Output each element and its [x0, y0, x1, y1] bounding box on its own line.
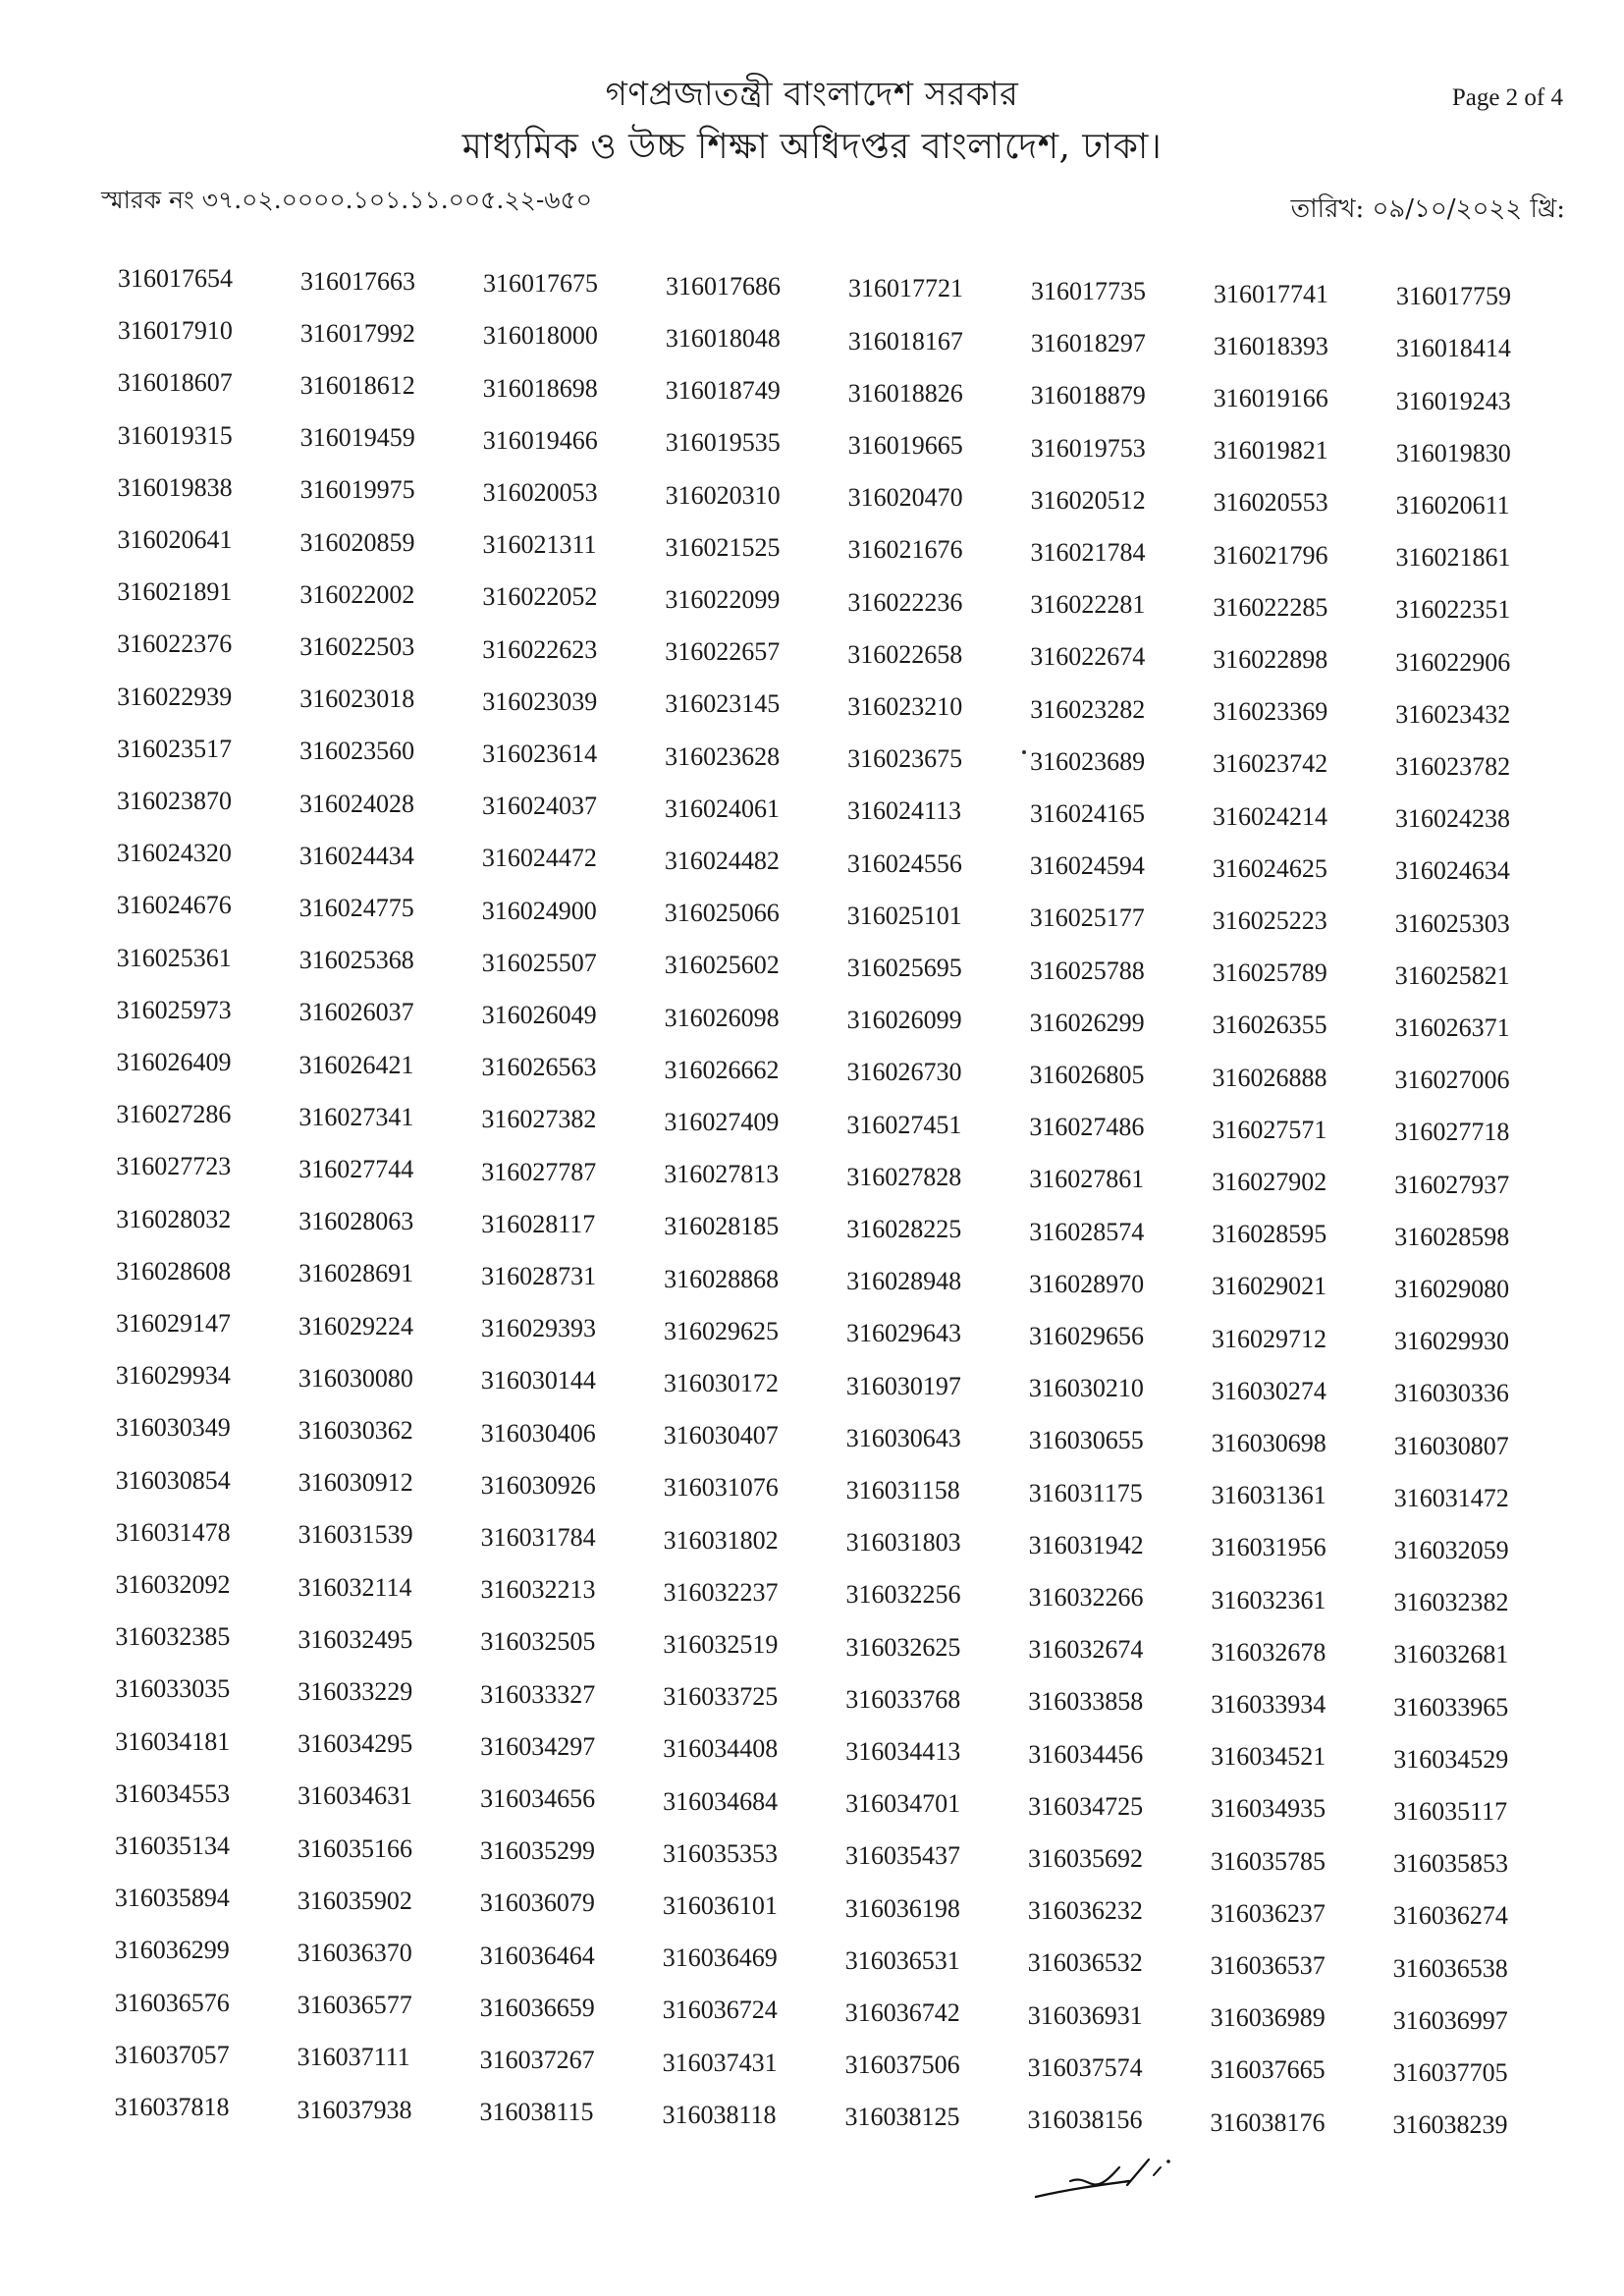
roll-number-cell: 316027902 [1212, 1168, 1327, 1196]
roll-number-cell: 316018048 [665, 324, 781, 353]
roll-number-cell: 316022898 [1213, 645, 1328, 674]
roll-number-cell: 316026805 [1029, 1061, 1145, 1089]
roll-number-cell: 316036537 [1210, 1951, 1326, 1980]
roll-number-cell: 316032519 [663, 1630, 779, 1659]
roll-number-cell: 316022281 [1030, 590, 1146, 620]
roll-number-cell: 316023742 [1213, 749, 1328, 779]
page-number: Page 2 of 4 [1451, 84, 1563, 111]
roll-number-cell: 316037057 [114, 2040, 230, 2069]
roll-number-cell: 316028970 [1029, 1269, 1145, 1298]
roll-number-cell: 316024434 [298, 841, 414, 870]
roll-number-cell: 316028608 [116, 1256, 232, 1285]
roll-number-cell: 316032059 [1393, 1536, 1509, 1564]
roll-number-cell: 316023628 [665, 741, 781, 771]
roll-number-cell: 316027828 [846, 1162, 962, 1191]
roll-number-cell: 316025789 [1212, 958, 1327, 988]
stray-ink-mark [1022, 750, 1026, 754]
roll-number-cell: 316034295 [298, 1729, 413, 1759]
roll-number-cell: 316037267 [479, 2046, 595, 2074]
roll-number-cell: 316024238 [1395, 804, 1510, 834]
roll-number-cell: 316034656 [480, 1784, 596, 1813]
roll-number-cell: 316028948 [846, 1267, 962, 1296]
roll-number-cell: 316029656 [1029, 1322, 1144, 1350]
roll-number-cell: 316021525 [665, 532, 781, 562]
roll-number-cell: 316031784 [480, 1523, 596, 1552]
roll-number-cell: 316023039 [482, 686, 598, 716]
roll-number-cell: 316026037 [298, 998, 414, 1027]
roll-number-cell: 316031956 [1211, 1533, 1326, 1562]
roll-number-cell: 316033725 [663, 1682, 779, 1712]
roll-number-cell: 316022236 [847, 587, 963, 617]
roll-number-cell: 316031803 [845, 1528, 961, 1558]
roll-number-cell: 316026098 [664, 1003, 780, 1032]
roll-number-cell: 316021784 [1030, 538, 1146, 567]
roll-number-cell: 316034181 [115, 1726, 231, 1756]
roll-number-cell: 316030643 [845, 1423, 961, 1452]
roll-number-cell: 316027723 [116, 1152, 232, 1181]
roll-number-cell: 316018414 [1395, 334, 1511, 363]
roll-number-cell: 316027813 [664, 1160, 780, 1189]
roll-number-cell: 316023018 [299, 684, 415, 714]
roll-number-cell: 316031472 [1393, 1483, 1509, 1512]
roll-number-cell: 316037665 [1210, 2055, 1326, 2085]
roll-number-cell: 316024214 [1213, 801, 1327, 831]
roll-number-cell: 316026563 [481, 1053, 597, 1082]
roll-number-cell: 316032385 [115, 1622, 231, 1652]
roll-number-cell: 316032266 [1028, 1583, 1144, 1612]
roll-number-cell: 316021311 [482, 530, 597, 560]
roll-number-cell: 316029643 [846, 1319, 961, 1348]
roll-number-cell: 316020470 [847, 483, 963, 513]
roll-number-cell: 316035785 [1211, 1846, 1326, 1876]
roll-number-cell: 316022002 [299, 579, 415, 609]
roll-number-cell: 316020611 [1395, 491, 1510, 519]
roll-number-cell: 316024472 [481, 844, 597, 873]
roll-number-cell: 316035902 [297, 1886, 412, 1915]
roll-number-cell: 316038115 [479, 2098, 594, 2127]
roll-number-cell: 316029021 [1212, 1272, 1327, 1301]
roll-number-cell: 316035166 [298, 1833, 412, 1863]
roll-number-cell: 316026049 [481, 1001, 597, 1029]
roll-number-cell: 316031802 [663, 1525, 779, 1555]
roll-number-cell: 316033858 [1028, 1687, 1144, 1717]
roll-number-cell: 316030210 [1028, 1374, 1144, 1403]
roll-number-cell: 316019466 [482, 425, 598, 455]
roll-number-cell: 316030912 [298, 1468, 413, 1498]
roll-number-cell: 316030655 [1028, 1426, 1144, 1455]
roll-number-cell: 316037506 [844, 2050, 960, 2080]
roll-number-cell: 316027787 [481, 1157, 597, 1186]
roll-number-cell: 316036469 [662, 1943, 778, 1973]
roll-number-cell: 316026888 [1212, 1063, 1327, 1092]
roll-number-cell: 316023870 [117, 787, 232, 815]
roll-number-cell: 316025303 [1394, 908, 1510, 938]
roll-number-cell: 316032237 [663, 1577, 779, 1607]
roll-number-cell: 316036989 [1210, 2003, 1326, 2033]
roll-number-cell: 316024556 [846, 848, 962, 878]
roll-number-cell: 316025101 [846, 901, 962, 930]
roll-number-cell: 316027861 [1029, 1165, 1145, 1194]
roll-number-cell: 316021676 [847, 535, 963, 565]
roll-number-cell: 316018167 [847, 326, 963, 355]
roll-number-cell: 316037705 [1392, 2058, 1508, 2087]
roll-number-cell: 316035894 [114, 1884, 230, 1913]
roll-number-cell: 316022658 [847, 639, 963, 669]
roll-number-cell: 316030926 [480, 1470, 596, 1500]
roll-number-cell: 316019838 [117, 472, 233, 502]
roll-number-cell: 316024900 [481, 896, 597, 925]
roll-number-cell: 316023282 [1030, 694, 1146, 724]
roll-number-cell: 316027937 [1394, 1170, 1510, 1199]
roll-number-cell: 316022285 [1213, 592, 1328, 622]
roll-number-cell: 316025177 [1029, 903, 1145, 933]
roll-number-cell: 316024320 [116, 839, 232, 868]
roll-number-cell: 316036370 [297, 1939, 412, 1967]
roll-number-cell: 316035437 [845, 1841, 960, 1871]
roll-number-cell: 316025973 [116, 995, 232, 1024]
roll-number-cell: 316023432 [1395, 699, 1511, 729]
roll-number-cell: 316023517 [117, 734, 233, 763]
roll-number-cell: 316025602 [664, 951, 780, 980]
roll-number-cell: 316019315 [117, 420, 233, 450]
roll-number-cell: 316036742 [844, 1998, 960, 2027]
roll-number-cell: 316030362 [298, 1416, 413, 1445]
roll-number-cell: 316017675 [483, 269, 598, 299]
roll-number-cell: 316017721 [848, 274, 963, 303]
roll-number-cell: 316031076 [663, 1473, 779, 1503]
roll-number-cell: 316018297 [1030, 329, 1146, 358]
roll-number-cell: 316038239 [1392, 2110, 1508, 2140]
roll-number-cell: 316026299 [1029, 1008, 1145, 1037]
roll-number-cell: 316026730 [846, 1058, 962, 1087]
roll-number-cell: 316018607 [117, 368, 233, 398]
roll-number-cell: 316025368 [298, 946, 414, 975]
roll-number-cell: 316028868 [664, 1264, 780, 1293]
roll-number-cell: 316030406 [480, 1418, 596, 1448]
roll-number-cell: 316036997 [1392, 2005, 1508, 2035]
roll-number-cell: 316029224 [298, 1311, 413, 1340]
roll-number-cell: 316024113 [847, 796, 962, 826]
roll-number-cell: 316036538 [1392, 1953, 1508, 1983]
roll-number-cell: 316027718 [1394, 1118, 1510, 1147]
roll-number-cell: 316025361 [116, 943, 232, 972]
roll-number-cell: 316024037 [482, 792, 597, 821]
roll-number-cell: 316025507 [481, 948, 597, 977]
roll-number-cell: 316019975 [299, 475, 415, 505]
roll-number-cell: 316028731 [481, 1262, 597, 1290]
roll-number-cell: 316032361 [1211, 1585, 1326, 1614]
roll-number-cell: 316021796 [1213, 540, 1328, 570]
roll-number-cell: 316018826 [847, 378, 963, 408]
roll-number-cell: 316034529 [1393, 1744, 1509, 1774]
roll-number-cell: 316026099 [846, 1006, 962, 1035]
roll-number-cell: 316025821 [1394, 960, 1510, 990]
roll-number-cell: 316020641 [117, 525, 233, 554]
roll-number-cell: 316018749 [665, 376, 781, 406]
roll-number-cell: 316035134 [115, 1831, 230, 1860]
roll-number-cell: 316027451 [846, 1110, 962, 1139]
roll-number-cell: 316024634 [1394, 856, 1510, 886]
roll-number-cell: 316034684 [663, 1786, 779, 1816]
roll-number-cell: 316034553 [115, 1778, 231, 1808]
roll-number-cell: 316024061 [665, 793, 780, 823]
roll-number-cell: 316019830 [1395, 438, 1511, 467]
roll-number-cell: 316032256 [845, 1580, 961, 1610]
roll-number-cell: 316024028 [299, 789, 414, 818]
roll-number-cell: 316036299 [114, 1936, 230, 1965]
roll-number-cell: 316029080 [1394, 1275, 1510, 1303]
roll-number-cell: 316023782 [1395, 752, 1511, 781]
roll-number-cell: 316027286 [116, 1100, 232, 1129]
roll-number-cell: 316037111 [297, 2043, 410, 2072]
roll-number-cell: 316018000 [482, 321, 598, 351]
roll-number-cell: 316020859 [299, 527, 415, 557]
roll-number-cell: 316028691 [298, 1259, 414, 1288]
roll-number-cell: 316019753 [1030, 433, 1146, 463]
roll-number-cell: 316036532 [1027, 1948, 1143, 1978]
roll-number-cell: 316029147 [116, 1309, 231, 1338]
roll-number-cell: 316020553 [1213, 488, 1328, 518]
roll-number-cell: 316023689 [1030, 746, 1146, 776]
roll-number-cell: 316036079 [479, 1888, 595, 1918]
roll-number-cell: 316035353 [663, 1838, 778, 1868]
roll-number-cell: 316017735 [1031, 277, 1146, 305]
roll-number-cell: 316017741 [1214, 279, 1328, 308]
roll-number-cell: 316036659 [479, 1993, 595, 2022]
roll-number-cell: 316017663 [300, 266, 415, 296]
roll-number-cell: 316034413 [845, 1737, 961, 1766]
roll-number-cell: 316024676 [116, 891, 232, 920]
roll-number-cell: 316035853 [1393, 1849, 1508, 1879]
roll-number-cell: 316028574 [1029, 1217, 1145, 1246]
roll-number-cell: 316038125 [844, 2103, 960, 2132]
roll-number-cell: 316031478 [115, 1517, 231, 1547]
roll-number-cell: 316021891 [117, 577, 233, 607]
roll-number-cell: 316022674 [1030, 642, 1146, 672]
roll-number-cell: 316036198 [844, 1893, 960, 1923]
roll-number-cell: 316036931 [1027, 2000, 1143, 2030]
roll-number-cell: 316026409 [116, 1048, 232, 1076]
roll-number-cell: 316030854 [115, 1465, 231, 1495]
roll-number-cell: 316023210 [847, 692, 963, 721]
roll-number-cell: 316027744 [298, 1155, 414, 1183]
roll-number-cell: 316027486 [1029, 1113, 1145, 1142]
roll-number-cell: 316017992 [299, 318, 415, 348]
roll-number-cell: 316017910 [117, 316, 233, 346]
roll-number-cell: 316034521 [1211, 1742, 1326, 1772]
roll-number-cell: 316022052 [482, 582, 598, 612]
roll-number-cell: 316032092 [115, 1570, 231, 1599]
roll-number-cell: 316031175 [1028, 1478, 1143, 1507]
roll-number-cell: 316018393 [1213, 331, 1328, 360]
roll-number-cell: 316036576 [114, 1988, 230, 2017]
roll-number-cell: 316037574 [1027, 2052, 1143, 2082]
roll-number-cell: 316032114 [298, 1572, 412, 1602]
roll-number-cell: 316024625 [1212, 853, 1327, 883]
roll-number-cell: 316024775 [298, 894, 414, 922]
roll-number-cell: 316028185 [664, 1212, 780, 1241]
roll-number-cell: 316036464 [479, 1941, 595, 1970]
roll-number-cell: 316036274 [1392, 1901, 1508, 1931]
roll-number-cell: 316031361 [1211, 1481, 1326, 1510]
roll-number-cell: 316028032 [116, 1204, 232, 1233]
roll-number-cell: 316029712 [1212, 1324, 1326, 1353]
roll-number-cell: 316035299 [480, 1836, 595, 1866]
roll-number-cell: 316027571 [1212, 1115, 1327, 1144]
roll-number-cell: 316032213 [480, 1575, 596, 1605]
roll-number-cell: 316034701 [845, 1789, 961, 1819]
roll-number-cell: 316036724 [662, 1995, 778, 2025]
government-title: গণপ্রজাতন্ত্রী বাংলাদেশ সরকার [605, 75, 1019, 114]
roll-number-cell: 316032674 [1028, 1635, 1144, 1665]
directorate-title: মাধ্যমিক ও উচ্চ শিক্ষা অধিদপ্তর বাংলাদেশ, ঢাকা। [461, 127, 1163, 167]
roll-number-cell: 316022657 [665, 637, 781, 667]
roll-number-cell: 316022376 [117, 629, 233, 659]
roll-number-cell: 316030080 [298, 1363, 413, 1393]
roll-number-cell: 316038118 [662, 2100, 777, 2129]
roll-number-cell: 316033229 [298, 1677, 413, 1706]
roll-number-cell: 316030172 [663, 1369, 779, 1397]
roll-number-cell: 316020053 [482, 478, 598, 507]
memo-date: তারিখ: ০৯/১০/২০২২ খ্রি: [1290, 194, 1565, 224]
roll-number-cell: 316022503 [299, 632, 415, 661]
roll-number-cell: 316037818 [114, 2093, 230, 2121]
roll-number-cell: 316036101 [662, 1891, 778, 1920]
roll-number-cell: 316032625 [845, 1632, 961, 1662]
roll-number-cell: 316030807 [1393, 1431, 1509, 1460]
roll-number-cell: 316024594 [1029, 851, 1145, 881]
roll-number-cell: 316028225 [846, 1215, 962, 1243]
roll-number-cell: 316025788 [1029, 956, 1145, 985]
roll-number-cell: 316034456 [1028, 1739, 1144, 1769]
roll-number-cell: 316030336 [1393, 1379, 1509, 1408]
roll-number-cell: 316023369 [1213, 697, 1328, 727]
roll-number-cell: 316030144 [480, 1366, 596, 1395]
roll-number-cell: 316028598 [1394, 1222, 1510, 1251]
roll-number-cell: 316023560 [299, 737, 415, 766]
roll-number-cell: 316021861 [1395, 543, 1511, 573]
roll-number-cell: 316032678 [1211, 1637, 1326, 1667]
roll-number-cell: 316022623 [482, 634, 598, 664]
roll-number-cell: 316019665 [847, 431, 963, 460]
roll-number-cell: 316032382 [1393, 1588, 1509, 1617]
roll-number-cell: 316024482 [664, 847, 780, 875]
roll-number-cell: 316018879 [1030, 381, 1146, 410]
roll-number-cell: 316019166 [1213, 384, 1328, 412]
roll-number-cell: 316033035 [115, 1674, 231, 1704]
roll-number-cell: 316034935 [1211, 1794, 1326, 1824]
roll-number-cell: 316036577 [297, 1991, 412, 2020]
roll-number-cell: 316029393 [481, 1314, 596, 1343]
roll-number-cell: 316035117 [1393, 1797, 1508, 1826]
signature-mark [1031, 2146, 1227, 2214]
roll-number-cell: 316019535 [665, 428, 781, 458]
roll-number-cell: 316022906 [1395, 647, 1511, 677]
roll-number-cell: 316038156 [1027, 2105, 1143, 2134]
roll-number-cell: 316025223 [1212, 906, 1327, 935]
roll-number-cell: 316034408 [663, 1734, 779, 1764]
roll-number-cell: 316036531 [844, 1945, 960, 1975]
roll-number-cell: 316035692 [1028, 1844, 1143, 1873]
roll-number-cell: 316028063 [298, 1207, 414, 1236]
roll-number-cell: 316020512 [1030, 485, 1146, 515]
roll-number-cell: 316019821 [1213, 436, 1328, 465]
roll-number-cell: 316022351 [1395, 595, 1511, 625]
roll-number-cell: 316037431 [662, 2048, 778, 2077]
roll-number-cell: 316023675 [847, 744, 963, 774]
roll-number-cell: 316027341 [298, 1102, 414, 1131]
roll-number-cell: 316022939 [117, 682, 233, 711]
roll-number-cell: 316026421 [298, 1050, 414, 1079]
roll-number-cell: 316022099 [665, 585, 781, 614]
roll-number-cell: 316029625 [664, 1316, 779, 1345]
roll-number-cell: 316030197 [845, 1371, 961, 1400]
roll-number-cell: 316023145 [665, 689, 781, 719]
roll-number-cell: 316031539 [298, 1520, 413, 1550]
roll-number-cell: 316033934 [1211, 1690, 1326, 1719]
roll-number-cell: 316028595 [1212, 1220, 1327, 1249]
roll-number-cell: 316018612 [299, 371, 415, 400]
roll-number-cell: 316030349 [115, 1413, 231, 1443]
roll-number-cell: 316034297 [480, 1731, 596, 1761]
roll-number-cell: 316034725 [1028, 1791, 1144, 1821]
roll-number-cell: 316031158 [845, 1476, 960, 1504]
roll-number-cell: 316029930 [1394, 1327, 1509, 1356]
roll-number-cell: 316029934 [115, 1361, 231, 1391]
roll-number-cell: 316019459 [299, 423, 415, 453]
roll-number-cell: 316032681 [1393, 1640, 1509, 1669]
roll-number-cell: 316033327 [480, 1679, 596, 1709]
roll-number-cell: 316017686 [666, 271, 781, 301]
roll-number-cell: 316033768 [845, 1684, 961, 1714]
roll-number-cell: 316032505 [480, 1627, 596, 1657]
roll-number-cell: 316032495 [298, 1624, 413, 1654]
roll-number-cell: 316030698 [1211, 1429, 1326, 1457]
roll-number-cell: 316017759 [1396, 282, 1511, 311]
roll-number-cell: 316017654 [118, 264, 233, 293]
roll-number-cell: 316038176 [1210, 2107, 1326, 2137]
roll-number-cell: 316026371 [1394, 1013, 1510, 1042]
roll-number-cell: 316026355 [1212, 1011, 1327, 1040]
roll-number-cell: 316024165 [1030, 799, 1145, 828]
roll-number-cell: 316034631 [298, 1781, 413, 1811]
roll-number-cell: 316027006 [1394, 1066, 1510, 1095]
roll-number-cell: 316025066 [664, 899, 780, 928]
roll-number-cell: 316036232 [1027, 1896, 1143, 1926]
roll-number-cell: 316025695 [846, 954, 962, 982]
roll-number-cell: 316018698 [482, 373, 598, 403]
roll-number-cell: 316033965 [1393, 1692, 1509, 1722]
memo-number: স্মারক নং ৩৭.০২.০০০০.১০১.১১.০০৫.২২-৬৫০ [101, 186, 593, 214]
roll-number-cell: 316030274 [1211, 1376, 1326, 1405]
roll-number-cell: 316037938 [297, 2095, 412, 2124]
roll-number-cell: 316031942 [1028, 1530, 1144, 1559]
roll-number-cell: 316028117 [481, 1209, 596, 1238]
roll-number-cell: 316036237 [1210, 1898, 1326, 1928]
roll-number-cell: 316020310 [665, 480, 781, 510]
roll-number-cell: 316027409 [664, 1108, 780, 1136]
roll-number-cell: 316019243 [1395, 386, 1511, 415]
roll-number-cell: 316030407 [663, 1421, 779, 1450]
roll-number-cell: 316023614 [482, 739, 598, 768]
roll-number-cell: 316027382 [481, 1105, 597, 1134]
roll-number-cell: 316026662 [664, 1055, 780, 1084]
